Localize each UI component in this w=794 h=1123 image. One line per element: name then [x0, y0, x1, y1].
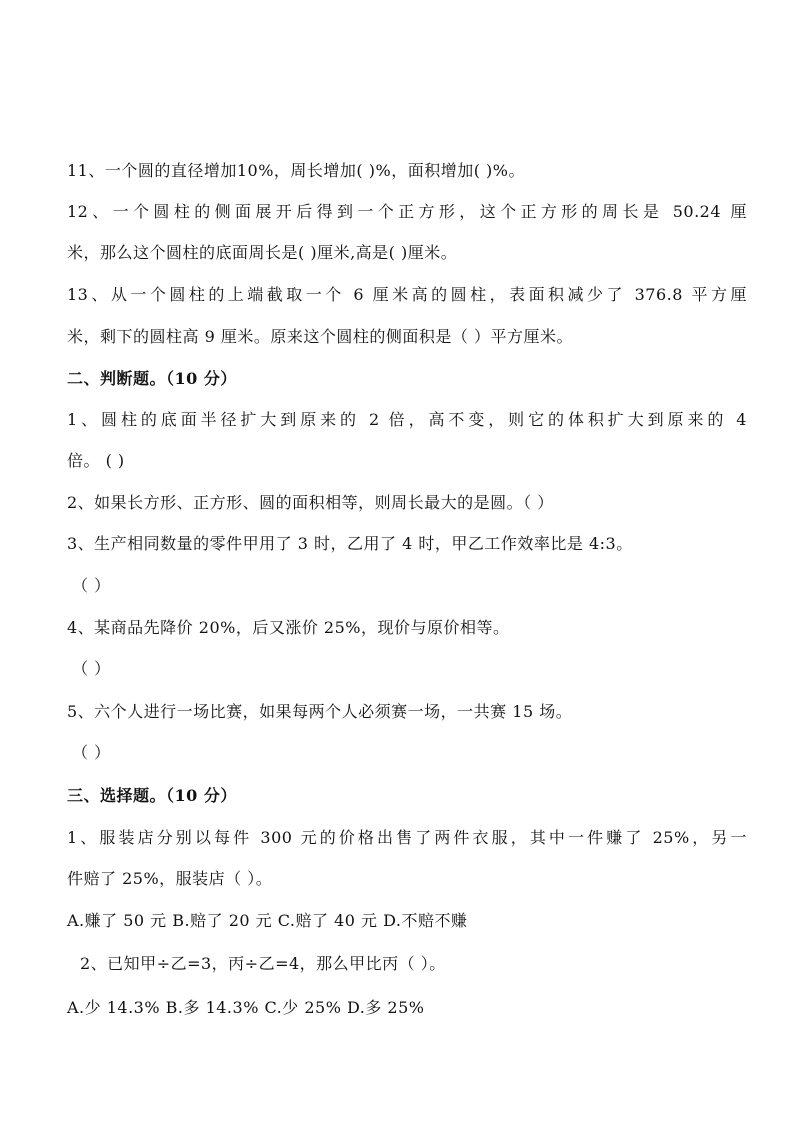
- section-2-heading: 二、判断题。（10 分）: [67, 369, 237, 388]
- choice-1-line-2: 件赔了 25%，服装店（ ）。: [67, 869, 273, 888]
- question-13-line-1: 13、从一个圆柱的上端截取一个 6 厘米高的圆柱，表面积减少了 376.8 平方厘: [67, 285, 747, 304]
- section-3-heading: 三、选择题。（10 分）: [67, 786, 237, 805]
- judge-1-line-1: 1、圆柱的底面半径扩大到原来的 2 倍，高不变，则它的体积扩大到原来的 4: [67, 410, 747, 429]
- judge-3-answer-paren: （ ）: [72, 576, 111, 595]
- choice-2: 2、已知甲÷乙=3，丙÷乙=4，那么甲比丙（ ）。: [80, 954, 446, 973]
- choice-1-line-1: 1、服装店分别以每件 300 元的价格出售了两件衣服，其中一件赚了 25%，另一: [67, 828, 747, 847]
- question-12-line-2: 米，那么这个圆柱的底面周长是( )厘米,高是( )厘米。: [67, 243, 458, 262]
- choice-2-options: A.少 14.3% B.多 14.3% C.少 25% D.多 25%: [67, 998, 425, 1017]
- question-11: 11、一个圆的直径增加10%，周长增加( )%，面积增加( )%。: [67, 161, 525, 180]
- judge-4: 4、某商品先降价 20%，后又涨价 25%，现价与原价相等。: [67, 618, 510, 637]
- question-12-line-1: 12、一个圆柱的侧面展开后得到一个正方形，这个正方形的周长是 50.24 厘: [67, 202, 747, 221]
- judge-4-answer-paren: （ ）: [72, 659, 111, 678]
- judge-5: 5、六个人进行一场比赛，如果每两个人必须赛一场，一共赛 15 场。: [67, 702, 573, 721]
- judge-1-line-2: 倍。 ( ): [67, 451, 125, 470]
- question-13-line-2: 米，剩下的圆柱高 9 厘米。原来这个圆柱的侧面积是（ ）平方厘米。: [67, 327, 573, 346]
- judge-3: 3、生产相同数量的零件甲用了 3 时，乙用了 4 时，甲乙工作效率比是 4:3。: [67, 534, 633, 553]
- judge-2: 2、如果长方形、正方形、圆的面积相等，则周长最大的是圆。（ ）: [67, 493, 554, 512]
- judge-5-answer-paren: （ ）: [72, 743, 111, 762]
- choice-1-options: A.赚了 50 元 B.赔了 20 元 C.赔了 40 元 D.不赔不赚: [67, 911, 468, 930]
